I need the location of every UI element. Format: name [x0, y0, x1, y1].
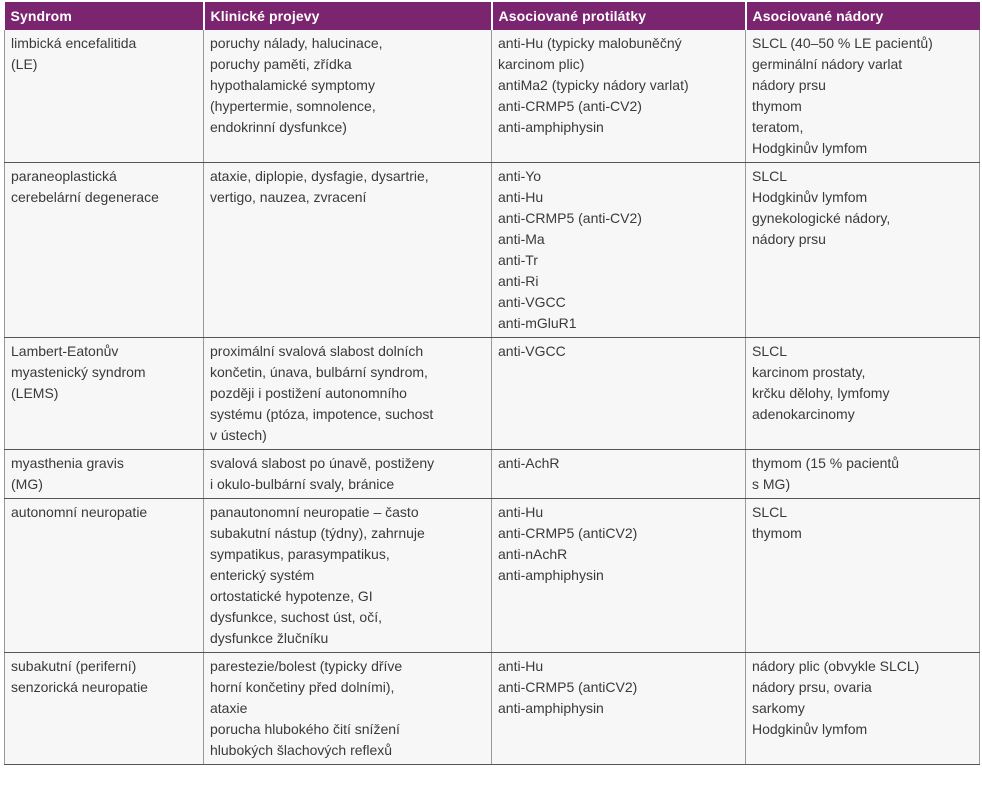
- cell-text-line: senzorická neuropatie: [11, 679, 148, 695]
- cell-tumors: [746, 30, 980, 163]
- cell-text-line: enterický systém: [210, 567, 315, 583]
- cell-text-line: anti-amphiphysin: [498, 567, 604, 583]
- cell-text-line: (LE): [11, 56, 38, 72]
- cell-text-line: myastenický syndrom: [11, 364, 146, 380]
- cell-text-line: SLCL (40–50 % LE pacientů): [752, 35, 933, 51]
- cell-text-line: hypothalamické symptomy: [210, 77, 375, 93]
- cell-text-line: limbická encefalitida: [11, 35, 137, 51]
- paraneoplastic-syndromes-table: [4, 2, 980, 765]
- cell-text-line: thymom: [752, 98, 802, 114]
- cell-text-line: autonomní neuropatie: [11, 504, 148, 520]
- cell-text-line: (MG): [11, 476, 43, 492]
- cell-tumors: [746, 499, 980, 653]
- cell-syndrome: [5, 30, 204, 163]
- cell-text-line: thymom (15 % pacientů: [752, 455, 900, 471]
- cell-text-line: anti-AchR: [498, 455, 560, 471]
- table-body: [5, 30, 980, 765]
- column-header-antibodies: Asociované protilátky: [492, 2, 746, 30]
- cell-text-line: (hypertermie, somnolence,: [210, 98, 376, 114]
- cell-clinical-symptoms: [204, 163, 492, 338]
- cell-text-line: sarkomy: [752, 700, 805, 716]
- cell-syndrome: [5, 338, 204, 450]
- cell-text-line: anti-mGluR1: [498, 315, 577, 331]
- cell-syndrome: [5, 450, 204, 499]
- cell-text-line: ortostatické hypotenze, GI: [210, 588, 373, 604]
- cell-antibodies: [492, 499, 746, 653]
- cell-text-line: cerebelární degenerace: [11, 189, 159, 205]
- cell-tumors: [746, 338, 980, 450]
- cell-text-line: SLCL: [752, 504, 788, 520]
- cell-antibodies: [492, 450, 746, 499]
- cell-antibodies: [492, 163, 746, 338]
- cell-tumors: [746, 450, 980, 499]
- cell-text-line: karcinom prostaty,: [752, 364, 866, 380]
- cell-text-line: anti-Hu: [498, 189, 544, 205]
- cell-text-line: anti-VGCC: [498, 294, 566, 310]
- table-header-row: [5, 2, 980, 30]
- cell-text-line: krčku dělohy, lymfomy: [752, 385, 890, 401]
- cell-text-line: anti-VGCC: [498, 343, 566, 359]
- cell-clinical-symptoms: [204, 338, 492, 450]
- cell-text-line: gynekologické nádory,: [752, 210, 891, 226]
- cell-clinical-symptoms: [204, 499, 492, 653]
- cell-text-line: antiMa2 (typicky nádory varlat): [498, 77, 689, 93]
- column-header-clinical-symptoms: Klinické projevy: [204, 2, 492, 30]
- cell-text-line: Hodgkinův lymfom: [752, 189, 868, 205]
- cell-text-line: vertigo, nauzea, zvracení: [210, 189, 367, 205]
- table-row: [5, 163, 980, 338]
- cell-antibodies: [492, 30, 746, 163]
- cell-text-line: karcinom plic): [498, 56, 585, 72]
- paraneoplastic-syndromes-table-wrapper: [4, 2, 979, 765]
- cell-text-line: končetin, únava, bulbární syndrom,: [210, 364, 428, 380]
- cell-text-line: nádory prsu: [752, 231, 826, 247]
- cell-text-line: systému (ptóza, impotence, suchost: [210, 406, 434, 422]
- cell-text-line: Hodgkinův lymfom: [752, 140, 868, 156]
- cell-text-line: nádory plic (obvykle SLCL): [752, 658, 920, 674]
- cell-syndrome: [5, 653, 204, 765]
- cell-text-line: horní končetiny před dolními),: [210, 679, 395, 695]
- cell-text-line: v ústech): [210, 427, 267, 443]
- cell-text-line: anti-CRMP5 (anti-CV2): [498, 210, 642, 226]
- cell-text-line: anti-Hu: [498, 504, 544, 520]
- cell-text-line: nádory prsu: [752, 77, 826, 93]
- cell-text-line: anti-CRMP5 (antiCV2): [498, 525, 638, 541]
- cell-text-line: Hodgkinův lymfom: [752, 721, 868, 737]
- cell-text-line: dysfunkce, suchost úst, očí,: [210, 609, 382, 625]
- cell-text-line: proximální svalová slabost dolních: [210, 343, 424, 359]
- cell-text-line: svalová slabost po únavě, postiženy: [210, 455, 435, 471]
- cell-text-line: (LEMS): [11, 385, 59, 401]
- cell-text-line: germinální nádory varlat: [752, 56, 903, 72]
- cell-text-line: paraneoplastická: [11, 168, 117, 184]
- cell-text-line: s MG): [752, 476, 791, 492]
- cell-tumors: [746, 653, 980, 765]
- column-header-tumors: Asociované nádory: [746, 2, 980, 30]
- cell-text-line: SLCL: [752, 168, 788, 184]
- cell-text-line: anti-Yo: [498, 168, 542, 184]
- cell-text-line: subakutní nástup (týdny), zahrnuje: [210, 525, 425, 541]
- cell-text-line: adenokarcinomy: [752, 406, 855, 422]
- cell-syndrome: [5, 499, 204, 653]
- cell-text-line: sympatikus, parasympatikus,: [210, 546, 390, 562]
- cell-text-line: parestezie/bolest (typicky dříve: [210, 658, 403, 674]
- cell-text-line: thymom: [752, 525, 802, 541]
- cell-text-line: i okulo-bulbární svaly, bránice: [210, 476, 395, 492]
- cell-text-line: myasthenia gravis: [11, 455, 124, 471]
- cell-text-line: poruchy paměti, zřídka: [210, 56, 352, 72]
- cell-clinical-symptoms: [204, 30, 492, 163]
- cell-text-line: hlubokých šlachových reflexů: [210, 742, 393, 758]
- cell-text-line: SLCL: [752, 343, 788, 359]
- cell-text-line: ataxie, diplopie, dysfagie, dysartrie,: [210, 168, 429, 184]
- cell-text-line: anti-amphiphysin: [498, 119, 604, 135]
- column-header-syndrome: Syndrom: [5, 2, 204, 30]
- table-row: [5, 653, 980, 765]
- cell-text-line: Lambert-Eatonův: [11, 343, 119, 359]
- cell-text-line: dysfunkce žlučníku: [210, 630, 329, 646]
- cell-syndrome: [5, 163, 204, 338]
- cell-text-line: později i postižení autonomního: [210, 385, 407, 401]
- cell-text-line: ataxie: [210, 700, 248, 716]
- cell-text-line: teratom,: [752, 119, 804, 135]
- table-row: [5, 499, 980, 653]
- table-row: [5, 450, 980, 499]
- cell-text-line: anti-Ma: [498, 231, 545, 247]
- cell-antibodies: [492, 338, 746, 450]
- cell-text-line: endokrinní dysfunkce): [210, 119, 347, 135]
- cell-text-line: anti-nAchR: [498, 546, 568, 562]
- cell-text-line: anti-Hu: [498, 658, 544, 674]
- cell-antibodies: [492, 653, 746, 765]
- cell-clinical-symptoms: [204, 653, 492, 765]
- table-row: [5, 338, 980, 450]
- cell-text-line: anti-CRMP5 (anti-CV2): [498, 98, 642, 114]
- cell-text-line: porucha hlubokého čití snížení: [210, 721, 400, 737]
- cell-text-line: anti-Hu (typicky malobuněčný: [498, 35, 682, 51]
- cell-tumors: [746, 163, 980, 338]
- cell-text-line: subakutní (periferní): [11, 658, 137, 674]
- cell-text-line: poruchy nálady, halucinace,: [210, 35, 383, 51]
- table-row: [5, 30, 980, 163]
- cell-text-line: anti-CRMP5 (antiCV2): [498, 679, 638, 695]
- cell-text-line: anti-amphiphysin: [498, 700, 604, 716]
- cell-text-line: anti-Ri: [498, 273, 539, 289]
- cell-text-line: panautonomní neuropatie – často: [210, 504, 419, 520]
- cell-text-line: nádory prsu, ovaria: [752, 679, 872, 695]
- cell-clinical-symptoms: [204, 450, 492, 499]
- cell-text-line: anti-Tr: [498, 252, 538, 268]
